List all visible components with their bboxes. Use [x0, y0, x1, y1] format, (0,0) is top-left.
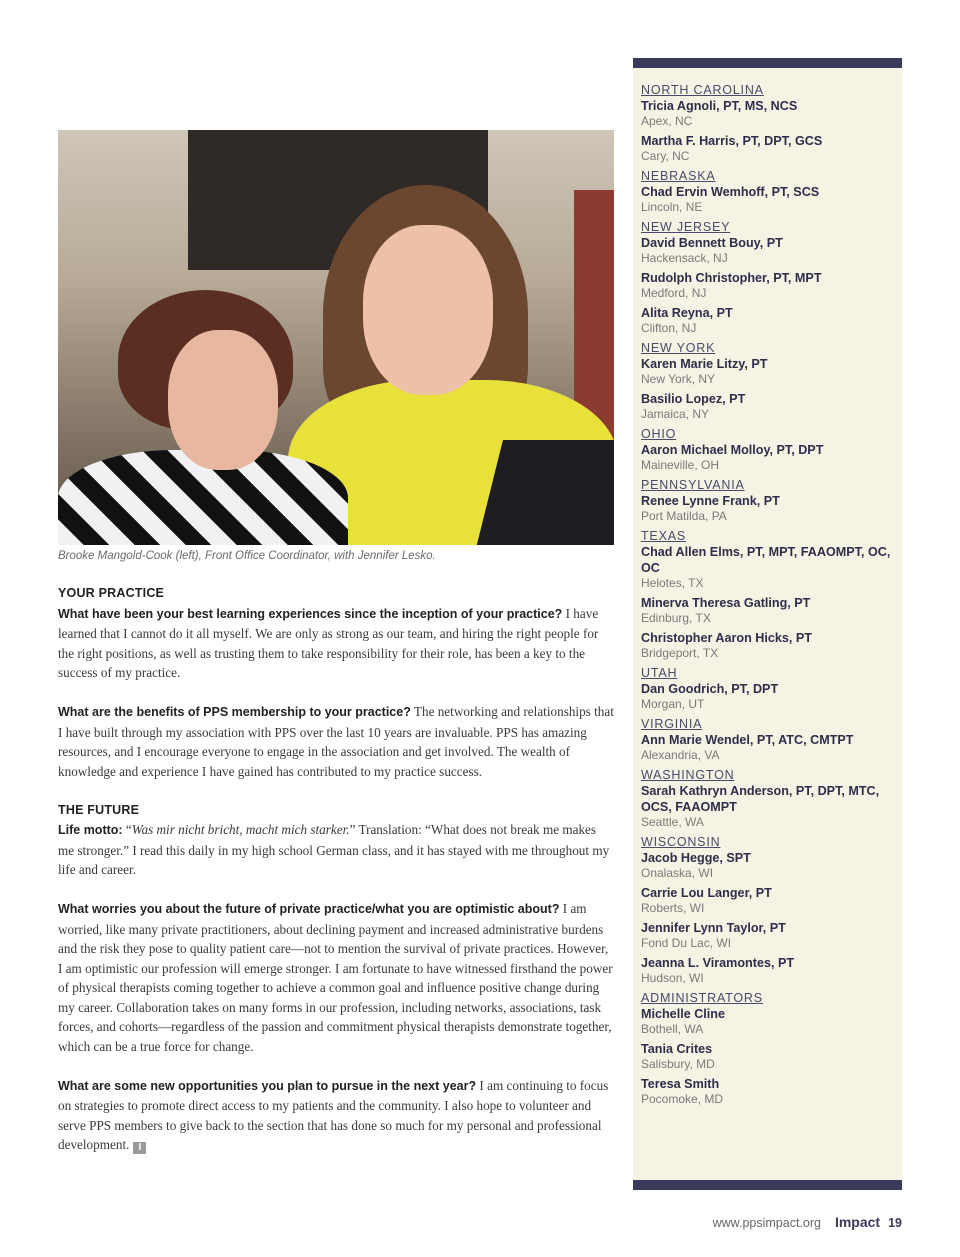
- section-heading-the-future: THE FUTURE: [58, 802, 140, 817]
- member-location: Morgan, UT: [641, 697, 705, 711]
- member-name: Minerva Theresa Gatling, PT: [641, 596, 811, 610]
- member-location: Fond Du Lac, WI: [641, 936, 732, 950]
- member-location: Bothell, WA: [641, 1022, 704, 1036]
- member-location: Port Matilda, PA: [641, 509, 727, 523]
- member-name: Jacob Hegge, SPT: [641, 851, 751, 865]
- member-name: Tania Crites: [641, 1042, 713, 1056]
- answer-learning: I have learned that I cannot do it all myself. We are only as strong as our team, and hiring the right people for the right positions, as well as trusting them to take responsibility for their role, has been a key to the success of my practice.: [58, 605, 599, 680]
- paragraph-practice: [58, 584, 614, 683]
- member-location: Medford, NJ: [641, 286, 707, 300]
- paragraph-benefits: [58, 702, 614, 781]
- member-name: Christopher Aaron Hicks, PT: [641, 631, 812, 645]
- paragraph-opportunities: [58, 1076, 614, 1155]
- member-name: Teresa Smith: [641, 1077, 720, 1091]
- member-location: Hackensack, NJ: [641, 251, 728, 265]
- paragraph-future: [58, 801, 614, 880]
- question-benefits: What are the benefits of PPS membership to your practice?: [58, 705, 411, 719]
- member-location: Pocomoke, MD: [641, 1092, 724, 1106]
- member-location: New York, NY: [641, 372, 716, 386]
- member-entry: [641, 1076, 894, 1107]
- answer-worries: I am worried, like many private practitioners, about declining payment and increased administrative burdens and the risk they pose to quality patient care—not to mention the survival of private practices. However, I am optimistic our profession will emerge stronger. I am fortunate to have witnessed firsthand the power of physical therapists coming together to achieve a common goal and influence positive change during my career. Collaboration takes on many forms in our profession, including networks, associations, task forces, and cohorts—regardless of the passion and commitment physical therapists demonstrate together, which can be a true force for change.: [58, 901, 613, 1054]
- member-name: Jeanna L. Viramontes, PT: [641, 956, 795, 970]
- member-location: Edinburg, TX: [641, 611, 711, 625]
- motto-quote: Was mir nicht bricht, macht mich starker.: [131, 822, 350, 837]
- member-location: Helotes, TX: [641, 576, 704, 590]
- answer-opportunities: I am continuing to focus on strategies to promote direct access to my patients and the community. I also hope to volunteer and serve PPS members to give back to the section that has done so much for my personal and professional development.: [58, 1077, 609, 1152]
- member-location: Roberts, WI: [641, 901, 705, 915]
- state-heading: WASHINGTON: [641, 768, 735, 782]
- member-entry: [641, 920, 894, 951]
- state-heading: TEXAS: [641, 529, 686, 543]
- member-entry: [641, 270, 894, 301]
- member-name: Dan Goodrich, PT, DPT: [641, 682, 779, 696]
- member-entry: [641, 681, 894, 712]
- member-name: Renee Lynne Frank, PT: [641, 494, 780, 508]
- member-entry: [641, 493, 894, 524]
- member-entry: [641, 630, 894, 661]
- member-name: Aaron Michael Molloy, PT, DPT: [641, 443, 824, 457]
- state-heading: VIRGINIA: [641, 717, 703, 731]
- motto-translation: ” Translation: “What does not break me makes me stronger.” I read this daily in my high school German class, and it has stayed with me throughout my life and career.: [58, 822, 610, 877]
- member-entry: [641, 305, 894, 336]
- state-heading: NEBRASKA: [641, 169, 716, 183]
- member-entry: [641, 356, 894, 387]
- member-location: Apex, NC: [641, 114, 693, 128]
- member-name: Tricia Agnoli, PT, MS, NCS: [641, 99, 798, 113]
- member-location: Seattle, WA: [641, 815, 704, 829]
- member-location: Maineville, OH: [641, 458, 720, 472]
- member-entry: [641, 1041, 894, 1072]
- member-entry: [641, 595, 894, 626]
- member-entry: [641, 133, 894, 164]
- member-entry: [641, 850, 894, 881]
- state-heading: NORTH CAROLINA: [641, 83, 764, 97]
- state-heading: WISCONSIN: [641, 835, 721, 849]
- member-entry: [641, 885, 894, 916]
- member-entry: [641, 544, 894, 591]
- question-opportunities: What are some new opportunities you plan to pursue in the next year?: [58, 1078, 477, 1093]
- paragraph-worries: [58, 899, 614, 1056]
- state-heading: PENNSYLVANIA: [641, 478, 745, 492]
- motto-open-quote: “: [122, 822, 132, 837]
- member-name: Sarah Kathryn Anderson, PT, DPT, MTC, OCS, FAAOMPT: [641, 784, 880, 814]
- question-worries: What worries you about the future of private practice/what you are optimistic about?: [58, 902, 560, 916]
- member-name: Basilio Lopez, PT: [641, 392, 746, 406]
- answer-benefits: The networking and relationships that I have built through my association with PPS over the last 10 years are invaluable. PPS has amazing resources, and I encourage everyone to engage in the association and get involved. The wealth of knowledge and experience I have gained has contributed to my practice success.: [58, 704, 614, 779]
- question-learning: What have been your best learning experiences since the inception of your practice?: [58, 606, 563, 621]
- member-name: Michelle Cline: [641, 1007, 725, 1021]
- end-of-article-icon: I: [133, 1142, 146, 1154]
- member-name: Ann Marie Wendel, PT, ATC, CMTPT: [641, 733, 854, 747]
- member-name: Karen Marie Litzy, PT: [641, 357, 768, 371]
- state-heading: ADMINISTRATORS: [641, 991, 763, 1005]
- member-location: Cary, NC: [641, 149, 690, 163]
- member-entry: [641, 235, 894, 266]
- photo-caption: Brooke Mangold-Cook (left), Front Office Coordinator, with Jennifer Lesko.: [58, 550, 436, 562]
- member-location: Clifton, NJ: [641, 321, 697, 335]
- member-name: Martha F. Harris, PT, DPT, GCS: [641, 134, 823, 148]
- member-entry: [641, 783, 894, 830]
- member-entry: [641, 1006, 894, 1037]
- member-entry: [641, 391, 894, 422]
- new-members-sidebar: [633, 58, 902, 1190]
- state-heading: OHIO: [641, 427, 677, 441]
- member-name: Chad Allen Elms, PT, MPT, FAAOMPT, OC, OC: [641, 545, 891, 575]
- state-heading: UTAH: [641, 666, 678, 680]
- article-body: [58, 584, 614, 1155]
- member-location: Alexandria, VA: [641, 748, 720, 762]
- member-name: Alita Reyna, PT: [641, 306, 733, 320]
- state-heading: NEW JERSEY: [641, 220, 731, 234]
- page-footer: [713, 1214, 902, 1230]
- member-name: Jennifer Lynn Taylor, PT: [641, 921, 786, 935]
- motto-label: Life motto:: [58, 823, 123, 837]
- member-location: Salisbury, MD: [641, 1057, 715, 1071]
- member-location: Hudson, WI: [641, 971, 704, 985]
- member-location: Onalaska, WI: [641, 866, 714, 880]
- member-location: Jamaica, NY: [641, 407, 710, 421]
- member-name: Carrie Lou Langer, PT: [641, 886, 772, 900]
- section-heading-your-practice: YOUR PRACTICE: [58, 586, 165, 600]
- state-heading: NEW YORK: [641, 341, 716, 355]
- member-location: Bridgeport, TX: [641, 646, 719, 660]
- footer-brand: Impact: [834, 1214, 881, 1230]
- member-entry: [641, 442, 894, 473]
- left-column: [58, 130, 614, 1174]
- photo-two-women: [58, 130, 614, 545]
- member-name: David Bennett Bouy, PT: [641, 236, 783, 250]
- member-location: Lincoln, NE: [641, 200, 703, 214]
- page-number: 19: [888, 1216, 902, 1230]
- member-entry: [641, 98, 894, 129]
- member-name: Rudolph Christopher, PT, MPT: [641, 271, 822, 285]
- footer-url[interactable]: www.ppsimpact.org: [712, 1216, 821, 1230]
- photo-person-left-face: [168, 330, 278, 470]
- member-entry: [641, 184, 894, 215]
- member-entry: [641, 732, 894, 763]
- member-entry: [641, 955, 894, 986]
- photo-person-right-face: [363, 225, 493, 395]
- member-name: Chad Ervin Wemhoff, PT, SCS: [641, 185, 820, 199]
